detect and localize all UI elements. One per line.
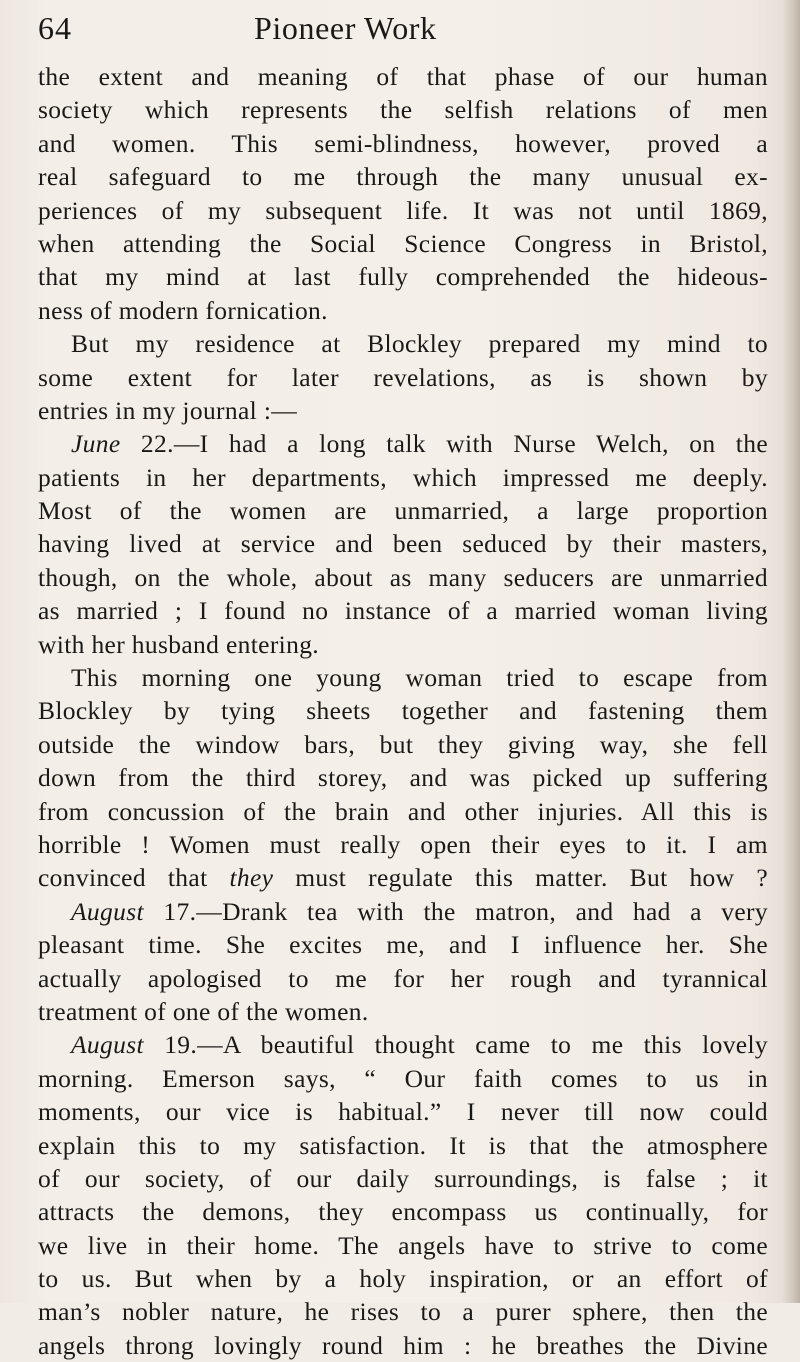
- text-line: as married ; I found no instance of a married woman living: [38, 596, 768, 626]
- text-line: with her husband entering.: [38, 629, 320, 659]
- text-line: having lived at service and been seduced by their masters,: [38, 529, 768, 559]
- text-line: attracts the demons, they encompass us continually, for: [38, 1197, 768, 1227]
- text-line: down from the third storey, and was picked up suffering: [38, 763, 768, 793]
- text-line: outside the window bars, but they giving way, she fell: [38, 729, 768, 759]
- journal-entry-august-17: August 17.—Drank tea with the matron, and had a very: [71, 896, 768, 926]
- text-line: that my mind at last fully comprehended the hideous-: [38, 262, 768, 292]
- running-title: Pioneer Work: [254, 10, 437, 46]
- text-line: when attending the Social Science Congress in Bristol,: [38, 228, 768, 258]
- text-line: moments, our vice is habitual.” I never till now could: [38, 1097, 768, 1127]
- text-line: man’s nobler nature, he rises to a purer sphere, then the: [38, 1297, 768, 1327]
- text-line: periences of my subsequent life. It was not until 1869,: [38, 195, 768, 225]
- text-line: real safeguard to me through the many unusual ex-: [38, 162, 768, 192]
- text-line: the extent and meaning of that phase of our human: [38, 62, 768, 91]
- entry-date-italic: August: [71, 896, 144, 926]
- text-line: Most of the women are unmarried, a large proportion: [38, 496, 768, 526]
- text-line: of our society, of our daily surroundings, is false ; it: [38, 1163, 768, 1193]
- journal-entry-june-22: June 22.—I had a long talk with Nurse Welch, on the: [71, 429, 768, 459]
- text-line: pleasant time. She excites me, and I influence her. She: [38, 930, 768, 960]
- text-line: though, on the whole, about as many seducers are unmarried: [38, 562, 768, 592]
- text-line: angels throng lovingly round him : he breathes the Divine: [38, 1330, 768, 1360]
- paragraph-first-line: But my residence at Blockley prepared my mind to: [71, 329, 768, 359]
- entry-date-italic: August: [71, 1030, 144, 1060]
- page-number: 64: [38, 10, 72, 46]
- text-line: patients in her departments, which impressed me deeply.: [38, 462, 768, 492]
- journal-entry-august-19: August 19.—A beautiful thought came to me this lovely: [71, 1030, 768, 1060]
- page-edge-shadow: [782, 0, 800, 1303]
- text-line: some extent for later revelations, as is shown by: [38, 362, 768, 392]
- text-line: actually apologised to me for her rough and tyrannical: [38, 963, 768, 993]
- text-line: horrible ! Women must really open their eyes to it. I am: [38, 829, 768, 859]
- emphasis-they: they: [229, 863, 274, 893]
- text-line: convinced that they must regulate this matter. But how ?: [38, 863, 769, 893]
- text-line: Blockley by tying sheets together and fastening them: [38, 696, 768, 726]
- text-line: explain this to my satisfaction. It is that the atmosphere: [38, 1130, 768, 1160]
- text-line: treatment of one of the women.: [38, 996, 369, 1026]
- text-line: to us. But when by a holy inspiration, or an effort of: [38, 1264, 768, 1294]
- entry-date-italic: June: [71, 429, 121, 459]
- text-line: from concussion of the brain and other injuries. All this is: [38, 796, 768, 826]
- text-line: and women. This semi-blindness, however, proved a: [38, 128, 768, 158]
- text-line: we live in their home. The angels have to strive to come: [38, 1230, 768, 1260]
- text-line: morning. Emerson says, “ Our faith comes to us in: [38, 1063, 768, 1093]
- text-line: ness of modern fornication.: [38, 295, 328, 325]
- text-line: society which represents the selfish relations of men: [38, 95, 768, 125]
- running-head: [38, 4, 678, 52]
- paragraph-first-line: This morning one young woman tried to escape from: [71, 663, 768, 693]
- body-text: [38, 60, 768, 1362]
- text-line: entries in my journal :—: [38, 395, 298, 425]
